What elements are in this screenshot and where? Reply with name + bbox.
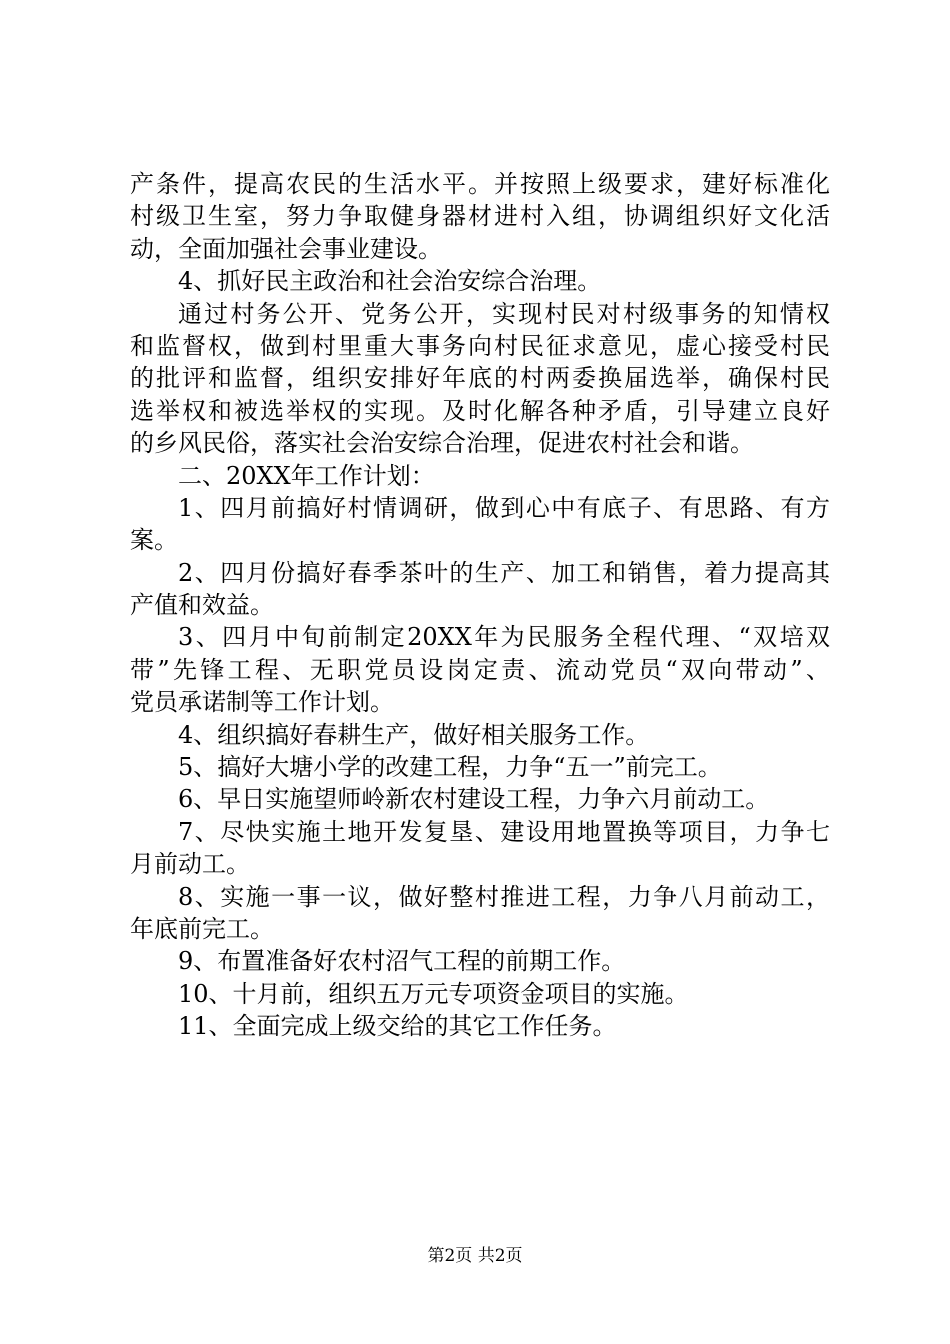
text-line: 3、四月中旬前制定20XX年为民服务全程代理、“双培双 bbox=[178, 623, 830, 652]
text-line: 二、20XX年工作计划： bbox=[178, 461, 435, 490]
text-line: 选举权和被选举权的实现。及时化解各种矛盾，引导建立良好 bbox=[130, 396, 830, 425]
text-line: 4、组织搞好春耕生产，做好相关服务工作。 bbox=[178, 720, 650, 749]
text-line: 案。 bbox=[130, 526, 178, 555]
text-line: 村级卫生室，努力争取健身器材进村入组，协调组织好文化活 bbox=[130, 202, 830, 231]
text-line: 的批评和监督，组织安排好年底的村两委换届选举，确保村民 bbox=[130, 364, 830, 393]
text-line: 党员承诺制等工作计划。 bbox=[130, 688, 394, 717]
text-line: 10、十月前，组织五万元专项资金项目的实施。 bbox=[178, 979, 689, 1008]
text-line: 产条件，提高农民的生活水平。并按照上级要求，建好标准化 bbox=[130, 170, 830, 198]
text-line: 8、实施一事一议，做好整村推进工程，力争八月前动工， bbox=[178, 882, 830, 911]
text-line: 月前动工。 bbox=[130, 850, 250, 879]
text-line: 9、布置准备好农村沼气工程的前期工作。 bbox=[178, 947, 626, 976]
text-line: 6、早日实施望师岭新农村建设工程，力争六月前动工。 bbox=[178, 785, 770, 814]
text-line: 带”先锋工程、无职党员设岗定责、流动党员“双向带动”、 bbox=[130, 655, 830, 684]
text-line: 5、搞好大塘小学的改建工程，力争“五一”前完工。 bbox=[178, 753, 722, 782]
text-line: 的乡风民俗，落实社会治安综合治理，促进农村社会和谐。 bbox=[130, 429, 754, 458]
text-line: 通过村务公开、党务公开，实现村民对村级事务的知情权 bbox=[178, 299, 830, 328]
text-line: 11、全面完成上级交给的其它工作任务。 bbox=[178, 1012, 617, 1041]
text-line: 产值和效益。 bbox=[130, 591, 274, 620]
page-footer: 第2页 共2页 bbox=[427, 1246, 523, 1266]
text-line: 和监督权，做到村里重大事务向村民征求意见，虚心接受村民 bbox=[130, 331, 830, 360]
text-line: 1、四月前搞好村情调研，做到心中有底子、有思路、有方 bbox=[178, 493, 830, 522]
document-body bbox=[130, 168, 830, 1043]
text-line: 年底前完工。 bbox=[130, 914, 274, 943]
text-line: 2、四月份搞好春季茶叶的生产、加工和销售，着力提高其 bbox=[178, 558, 830, 587]
text-line: 动，全面加强社会事业建设。 bbox=[130, 234, 442, 263]
text-line: 4、抓好民主政治和社会治安综合治理。 bbox=[178, 267, 602, 296]
text-line: 7、尽快实施土地开发复垦、建设用地置换等项目，力争七 bbox=[178, 817, 830, 846]
